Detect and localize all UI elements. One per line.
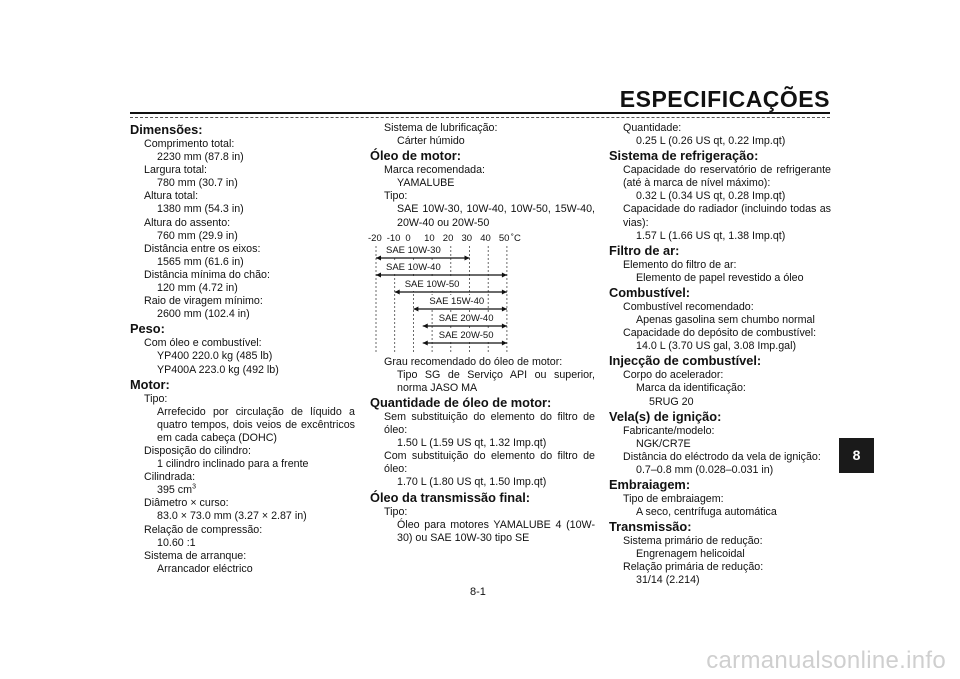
chart-tick-label: -10 xyxy=(386,232,401,244)
page-title: ESPECIFICAÇÕES xyxy=(619,86,830,112)
column-1 xyxy=(130,122,355,576)
chart-tick-label: 40 xyxy=(480,232,491,244)
spec-value: 1.50 L (1.59 US qt, 1.32 Imp.qt) xyxy=(397,437,547,450)
spec-label: Distância do eléctrodo da vela de ignição: xyxy=(623,450,821,463)
spec-value: 2600 mm (102.4 in) xyxy=(157,308,250,321)
spec-value xyxy=(130,484,355,497)
section-heading: Embraiagem: xyxy=(609,476,691,492)
spec-value: YP400 220.0 kg (485 lb) xyxy=(157,350,273,363)
section-heading: Quantidade de óleo de motor: xyxy=(370,394,552,410)
spec-value: 780 mm (30.7 in) xyxy=(157,177,238,190)
chart-arrowhead xyxy=(502,289,507,294)
section-heading: Sistema de refrigeração: xyxy=(609,148,759,164)
spec-value: Arrefecido por circulação de líquido a quatro tempos, dois veios de excêntricos em cada cabeça (DOHC) xyxy=(157,405,355,444)
spec-value: YAMALUBE xyxy=(397,177,455,190)
spec-value: 1565 mm (61.6 in) xyxy=(157,255,244,268)
chart-arrowhead xyxy=(423,323,428,328)
superscript: 3 xyxy=(192,483,196,491)
section-heading: Dimensões: xyxy=(130,122,203,137)
spec-label: Marca da identificação: xyxy=(636,382,746,395)
spec-label: Capacidade do radiador (incluindo todas as vias): xyxy=(623,203,831,229)
spec-value: Apenas gasolina sem chumbo normal xyxy=(636,314,815,327)
spec-value: 14.0 L (3.70 US gal, 3.08 Imp.gal) xyxy=(636,340,797,353)
chart-arrowhead xyxy=(376,272,381,277)
displacement-value: 395 cm xyxy=(157,484,193,497)
spec-value: SAE 10W-30, 10W-40, 10W-50, 15W-40, 20W-40 ou 20W-50 xyxy=(397,203,595,229)
section-heading: Combustível: xyxy=(609,284,691,300)
spec-label: Tipo: xyxy=(384,505,408,518)
spec-label: Elemento do filtro de ar: xyxy=(623,258,737,271)
watermark: carmanualsonline.info xyxy=(706,647,946,674)
spec-value: 0.32 L (0.34 US qt, 0.28 Imp.qt) xyxy=(636,190,786,203)
chart-tick-label: 10 xyxy=(424,232,435,244)
chart-series-label: SAE 20W-40 xyxy=(438,312,494,324)
spec-value: 31/14 (2.214) xyxy=(636,574,700,587)
section-heading: Vela(s) de ignição: xyxy=(609,408,722,424)
spec-label: Relação primária de redução: xyxy=(623,561,764,574)
spec-label: Largura total: xyxy=(144,164,207,177)
spec-label: Sem substituição do elemento do filtro de óleo: xyxy=(384,410,595,437)
spec-value: 1.70 L (1.80 US qt, 1.50 Imp.qt) xyxy=(397,476,547,489)
column-2 xyxy=(370,122,595,545)
spec-value: Cárter húmido xyxy=(397,135,465,148)
section-heading: Filtro de ar: xyxy=(609,242,680,258)
spec-label: Com substituição do elemento do filtro de óleo: xyxy=(384,450,595,476)
spec-label: Altura do assento: xyxy=(144,216,231,229)
spec-value: 10.60 :1 xyxy=(157,536,196,549)
spec-value: 5RUG 20 xyxy=(649,395,694,408)
oil-viscosity-chart xyxy=(364,230,594,356)
chart-arrowhead xyxy=(502,323,507,328)
spec-label: Comprimento total: xyxy=(144,138,235,150)
header-dashed-rule xyxy=(130,117,830,118)
spec-value: 0.7–0.8 mm (0.028–0.031 in) xyxy=(636,463,774,476)
chart-arrowhead xyxy=(502,340,507,345)
spec-label: Sistema de lubrificação: xyxy=(384,122,498,134)
chart-series-label: SAE 10W-40 xyxy=(386,261,441,273)
spec-label: Capacidade do reservatório de refrigerante (até à marca de nível máximo): xyxy=(623,164,831,190)
spec-value: 0.25 L (0.26 US qt, 0.22 Imp.qt) xyxy=(636,135,786,148)
spec-label: Disposição do cilindro: xyxy=(144,444,251,457)
chart-tick-label: -20 xyxy=(368,232,382,244)
spec-label: Cilindrada: xyxy=(144,471,196,484)
spec-label: Raio de viragem mínimo: xyxy=(144,295,263,308)
spec-value: YP400A 223.0 kg (492 lb) xyxy=(157,363,279,376)
chart-series-label: SAE 15W-40 xyxy=(429,295,485,307)
spec-label: Distância mínima do chão: xyxy=(144,268,270,281)
chart-series-label: SAE 10W-50 xyxy=(404,278,460,290)
chart-arrowhead xyxy=(395,289,400,294)
spec-label: Fabricante/modelo: xyxy=(623,424,715,437)
chapter-tab: 8 xyxy=(839,438,874,473)
spec-label: Diâmetro × curso: xyxy=(144,497,229,510)
spec-label: Corpo do acelerador: xyxy=(623,369,724,382)
spec-label: Combustível recomendado: xyxy=(623,300,754,313)
spec-label: Capacidade do depósito de combustível: xyxy=(623,327,817,340)
chart-tick-label: 30 xyxy=(461,232,473,244)
chart-arrowhead xyxy=(413,306,418,311)
spec-value: Tipo SG de Serviço API ou superior, norma JASO MA xyxy=(397,368,595,394)
spec-value: 1.57 L (1.66 US qt, 1.38 Imp.qt) xyxy=(636,229,786,242)
spec-label: Marca recomendada: xyxy=(384,164,485,177)
page-number: 8-1 xyxy=(470,586,486,598)
spec-label: Grau recomendado do óleo de motor: xyxy=(384,355,563,368)
header-rule xyxy=(130,112,830,114)
section-heading: Óleo da transmissão final: xyxy=(370,489,531,505)
chart-tick-label: 50 xyxy=(498,232,510,244)
section-heading: Injecção de combustível: xyxy=(609,353,762,369)
chart-arrowhead xyxy=(465,255,470,260)
chart-series-label: SAE 20W-50 xyxy=(438,329,494,341)
spec-value: Engrenagem helicoidal xyxy=(636,548,745,561)
chart-arrowhead xyxy=(502,306,507,311)
spec-value: A seco, centrífuga automática xyxy=(636,506,777,519)
section-heading: Peso: xyxy=(130,321,165,337)
spec-value: 120 mm (4.72 in) xyxy=(157,282,238,295)
chart-unit-label: ˚C xyxy=(510,232,521,244)
column-3 xyxy=(609,122,831,588)
chart-tick-label: 20 xyxy=(442,232,454,244)
spec-label: Quantidade: xyxy=(623,122,682,134)
spec-value: 1 cilindro inclinado para a frente xyxy=(157,458,309,471)
spec-label: Tipo: xyxy=(144,392,168,405)
spec-label: Com óleo e combustível: xyxy=(144,337,262,350)
section-heading: Óleo de motor: xyxy=(370,148,462,164)
spec-label: Sistema primário de redução: xyxy=(623,535,763,548)
spec-value: 760 mm (29.9 in) xyxy=(157,229,238,242)
spec-label: Sistema de arranque: xyxy=(144,549,247,562)
spec-value: 1380 mm (54.3 in) xyxy=(157,203,244,216)
spec-value: NGK/CR7E xyxy=(636,437,691,450)
spec-label: Tipo: xyxy=(384,190,408,203)
spec-value: Óleo para motores YAMALUBE 4 (10W-30) ou SAE 10W-30 tipo SE xyxy=(397,518,595,544)
spec-value: Arrancador eléctrico xyxy=(157,562,253,575)
section-heading: Transmissão: xyxy=(609,519,692,535)
spec-label: Altura total: xyxy=(144,190,199,203)
spec-label: Tipo de embraiagem: xyxy=(623,492,724,505)
spec-label: Relação de compressão: xyxy=(144,523,263,536)
spec-value: 83.0 × 73.0 mm (3.27 × 2.87 in) xyxy=(157,510,307,523)
chart-arrowhead xyxy=(423,340,428,345)
chart-series-label: SAE 10W-30 xyxy=(386,244,441,256)
section-heading: Motor: xyxy=(130,376,170,392)
chart-tick-label: 0 xyxy=(405,232,411,244)
chart-arrowhead xyxy=(502,272,507,277)
spec-value: 2230 mm (87.8 in) xyxy=(157,151,244,164)
chart-arrowhead xyxy=(376,255,381,260)
spec-value: Elemento de papel revestido a óleo xyxy=(636,271,804,284)
spec-label: Distância entre os eixos: xyxy=(144,242,261,255)
